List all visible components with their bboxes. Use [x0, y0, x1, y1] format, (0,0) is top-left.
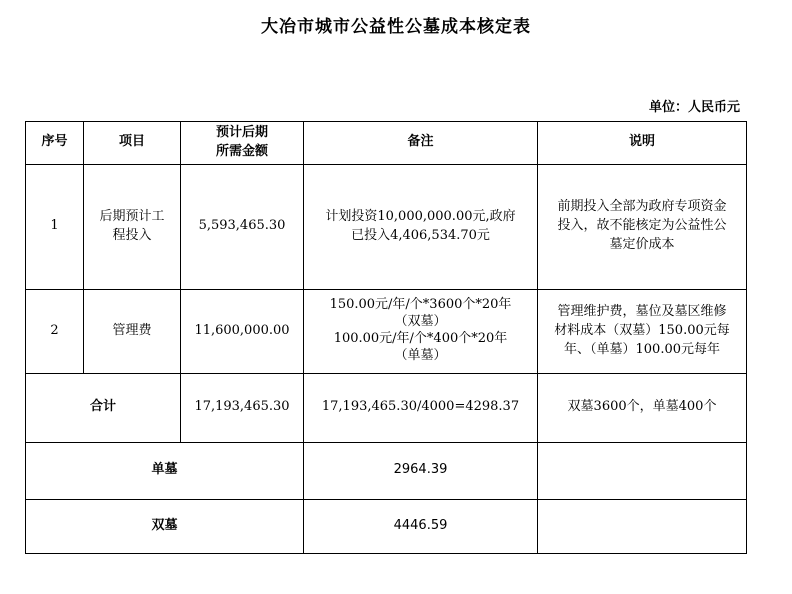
row2-amount: 11,600,000.00 [181, 289, 304, 373]
table-row [26, 289, 747, 373]
table-header-row [26, 122, 747, 165]
row1-explain [538, 164, 747, 289]
row1-explain-line: 墓定价成本 [609, 237, 675, 253]
table-row [26, 164, 747, 289]
row2-remark-line: 100.00元/年/个*400个*20年 [333, 331, 508, 347]
row2-seq: 2 [26, 289, 84, 373]
single-tomb-label: 单墓 [26, 442, 304, 499]
row1-seq: 1 [26, 164, 84, 289]
header-amount-line1: 预计后期 [215, 125, 268, 140]
row2-remark-line: 150.00元/年/个*3600个*20年 [329, 297, 512, 313]
header-item: 项目 [84, 122, 181, 165]
header-amount-line2: 所需金额 [215, 143, 268, 159]
row1-remark-line: 计划投资10,000,000.00元,政府 [325, 208, 516, 224]
header-seq: 序号 [26, 122, 84, 165]
single-tomb-row [26, 442, 747, 499]
double-tomb-explain [538, 499, 747, 553]
header-amount [181, 122, 304, 165]
row2-explain [538, 289, 747, 373]
double-tomb-value: 4446.59 [304, 499, 538, 553]
row2-explain-line: 年、（单墓）100.00元每年 [564, 341, 720, 357]
header-remark: 备注 [304, 122, 538, 165]
total-label: 合计 [26, 373, 181, 442]
row1-explain-line: 前期投入全部为政府专项资金 [557, 199, 727, 215]
row2-explain-line: 材料成本（双墓）150.00元每 [554, 322, 730, 338]
total-amount: 17,193,465.30 [181, 373, 304, 442]
row1-item-line1: 后期预计工 [99, 208, 165, 224]
row1-item [84, 164, 181, 289]
row1-item-line2: 程投入 [112, 227, 152, 243]
row2-remark-line: （双墓） [394, 314, 447, 330]
double-tomb-label: 双墓 [26, 499, 304, 553]
page-title: 大冶市城市公益性公墓成本核定表 [261, 17, 531, 37]
single-tomb-explain [538, 442, 747, 499]
currency-unit: 单位：人民币元 [648, 100, 740, 115]
single-tomb-value: 2964.39 [304, 442, 538, 499]
row2-remark-line: （单墓） [394, 348, 447, 364]
row2-explain-line: 管理维护费，墓位及墓区维修 [557, 303, 727, 319]
row2-item: 管理费 [84, 289, 181, 373]
row1-remark-line: 已投入4,406,534.70元 [351, 227, 490, 243]
row2-remark [304, 289, 538, 373]
header-explain: 说明 [538, 122, 747, 165]
row1-amount: 5,593,465.30 [181, 164, 304, 289]
double-tomb-row [26, 499, 747, 553]
cost-table [25, 121, 747, 554]
row1-remark [304, 164, 538, 289]
total-remark: 17,193,465.30/4000=4298.37 [304, 373, 538, 442]
total-explain: 双墓3600个，单墓400个 [538, 373, 747, 442]
total-row [26, 373, 747, 442]
row1-explain-line: 投入，故不能核定为公益性公 [557, 218, 727, 234]
